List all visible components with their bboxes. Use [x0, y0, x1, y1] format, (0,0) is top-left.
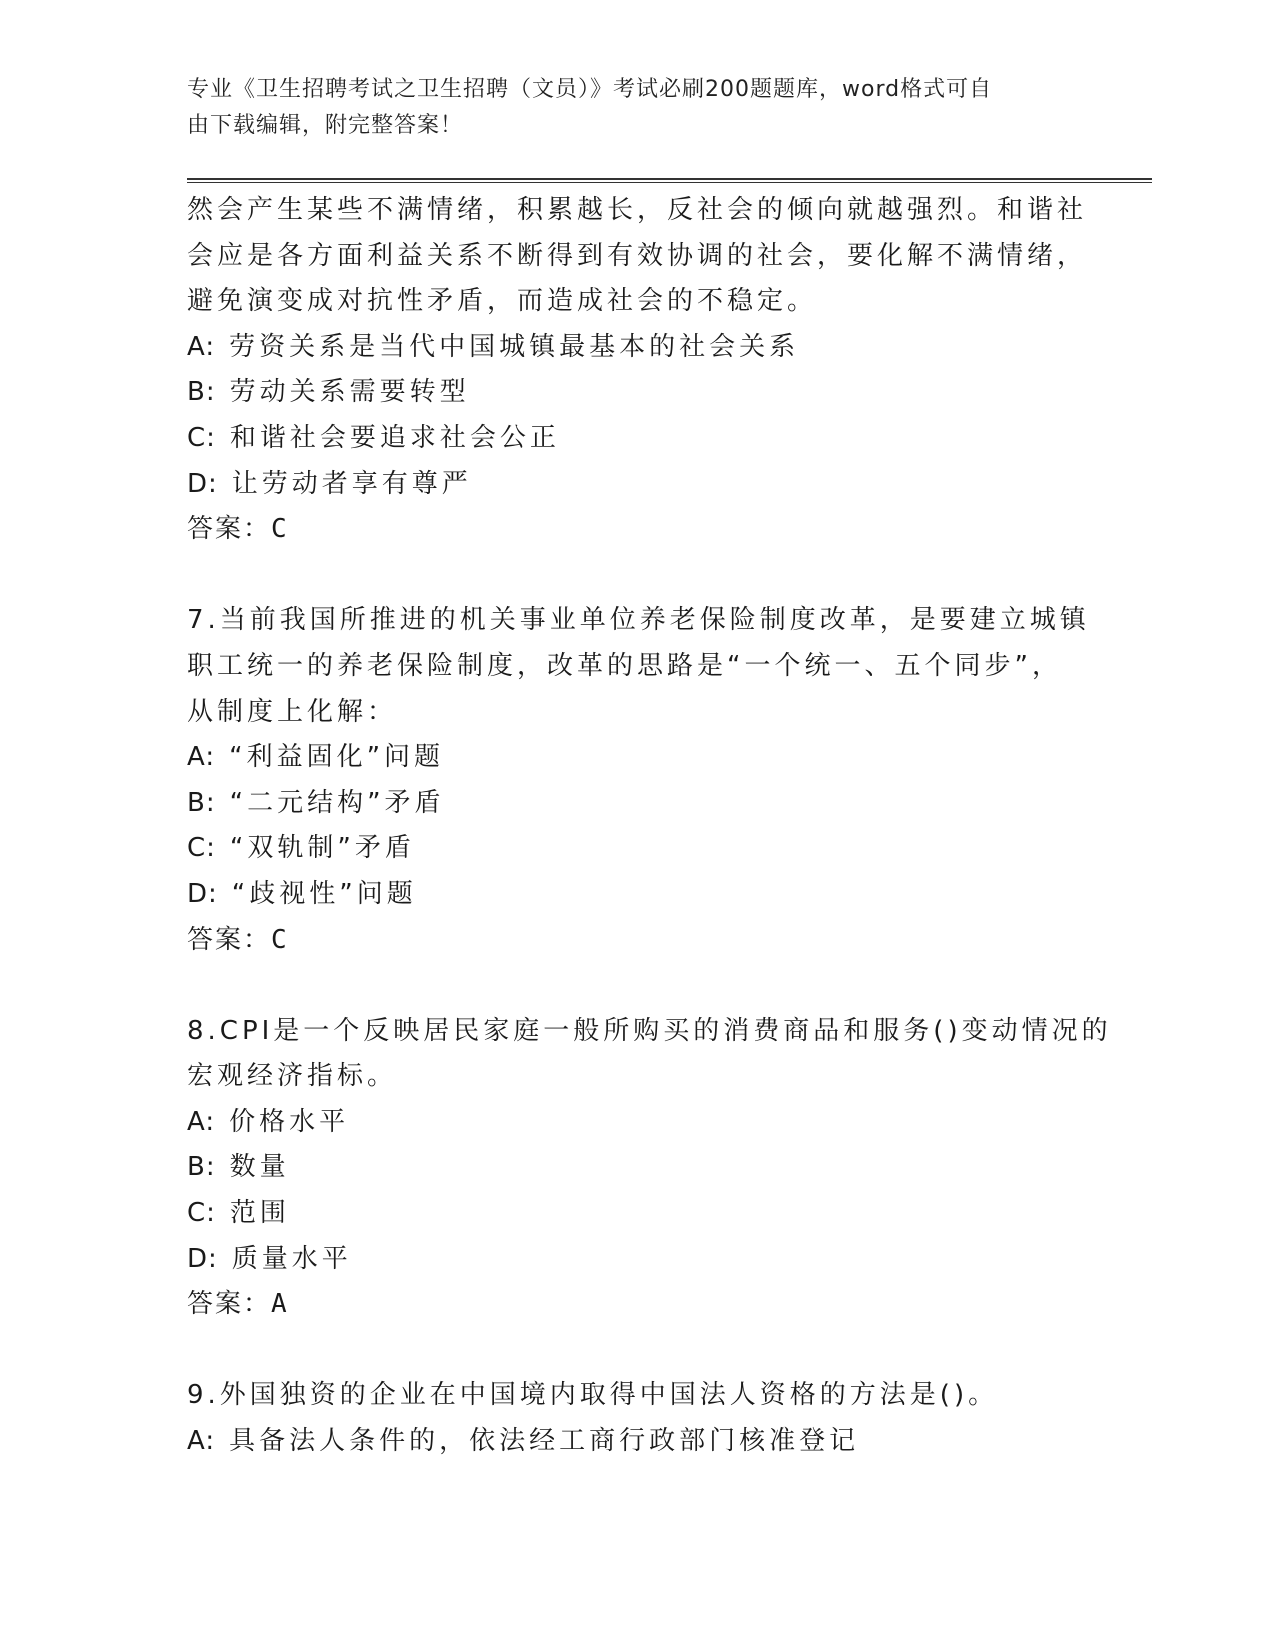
- document-body: [187, 188, 1147, 1465]
- option-d: [187, 872, 1147, 918]
- option-text: 具备法人条件的，依法经工商行政部门核准登记: [229, 1426, 860, 1457]
- option-text: 让劳动者享有尊严: [231, 468, 472, 499]
- option-key: B:: [187, 377, 216, 408]
- question-stem-line: 职工统一的养老保险制度，改革的思路是“一个统一、五个同步”，: [187, 650, 1062, 681]
- option-text: 和谐社会要追求社会公正: [229, 422, 560, 453]
- option-d: [187, 462, 1147, 508]
- option-b: [187, 781, 1147, 827]
- answer-line: [187, 507, 1147, 553]
- option-key: A:: [187, 1106, 216, 1137]
- option-key: A:: [187, 331, 216, 362]
- answer-value: C: [271, 924, 289, 955]
- question-stem-line: 避免演变成对抗性矛盾，而造成社会的不稳定。: [187, 286, 818, 317]
- question-stem-line: 从制度上化解：: [187, 696, 398, 727]
- answer-label: 答案：: [187, 514, 272, 545]
- header-line-2: 由下载编辑，附完整答案！: [187, 113, 464, 138]
- answer-line: [187, 1282, 1147, 1328]
- option-key: B:: [187, 1152, 216, 1183]
- question-8: [187, 1009, 1147, 1328]
- question-stem-line: 会应是各方面利益关系不断得到有效协调的社会，要化解不满情绪，: [187, 240, 1088, 271]
- question-stem-line: 宏观经济指标。: [187, 1061, 398, 1092]
- option-text: 质量水平: [231, 1243, 352, 1274]
- option-key: C:: [187, 422, 216, 453]
- option-key: D:: [187, 468, 218, 499]
- option-text: 劳资关系是当代中国城镇最基本的社会关系: [229, 331, 800, 362]
- question-stem-line: 7.当前我国所推进的机关事业单位养老保险制度改革，是要建立城镇: [187, 605, 1090, 636]
- option-text: 范围: [229, 1198, 290, 1229]
- answer-label: 答案：: [187, 1289, 272, 1320]
- header-divider: [187, 178, 1152, 183]
- option-a: [187, 1419, 1147, 1465]
- option-c: [187, 1191, 1147, 1237]
- answer-line: [187, 918, 1147, 964]
- option-key: C:: [187, 833, 216, 864]
- answer-value: A: [271, 1289, 289, 1320]
- option-key: D:: [187, 878, 218, 909]
- question-stem-line: 9.外国独资的企业在中国境内取得中国法人资格的方法是()。: [187, 1380, 999, 1411]
- option-text: “双轨制”矛盾: [229, 833, 415, 864]
- answer-label: 答案：: [187, 924, 272, 955]
- option-key: A:: [187, 1426, 216, 1457]
- question-stem-line: 8.CPI是一个反映居民家庭一般所购买的消费商品和服务()变动情况的: [187, 1015, 1112, 1046]
- option-text: “歧视性”问题: [231, 878, 417, 909]
- option-key: A:: [187, 742, 216, 773]
- question-stem-line: 然会产生某些不满情绪，积累越长，反社会的倾向就越强烈。和谐社: [187, 195, 1088, 225]
- option-text: 价格水平: [229, 1106, 350, 1137]
- option-a: [187, 735, 1147, 781]
- option-key: C:: [187, 1198, 216, 1229]
- option-c: [187, 416, 1147, 462]
- option-b: [187, 1145, 1147, 1191]
- option-text: 劳动关系需要转型: [229, 377, 470, 408]
- question-7: [187, 598, 1147, 963]
- option-d: [187, 1237, 1147, 1283]
- page-header: [187, 72, 1087, 144]
- option-c: [187, 826, 1147, 872]
- answer-value: C: [271, 514, 289, 545]
- question-9: [187, 1373, 1147, 1464]
- question-6-continued: [187, 188, 1147, 553]
- option-key: D:: [187, 1243, 218, 1274]
- header-line-1: 专业《卫生招聘考试之卫生招聘（文员）》考试必刷200题题库，word格式可自: [187, 77, 993, 102]
- option-text: 数量: [229, 1152, 290, 1183]
- option-a: [187, 325, 1147, 371]
- option-a: [187, 1100, 1147, 1146]
- option-text: “二元结构”矛盾: [229, 787, 445, 818]
- option-b: [187, 370, 1147, 416]
- option-key: B:: [187, 787, 216, 818]
- option-text: “利益固化”问题: [229, 742, 445, 773]
